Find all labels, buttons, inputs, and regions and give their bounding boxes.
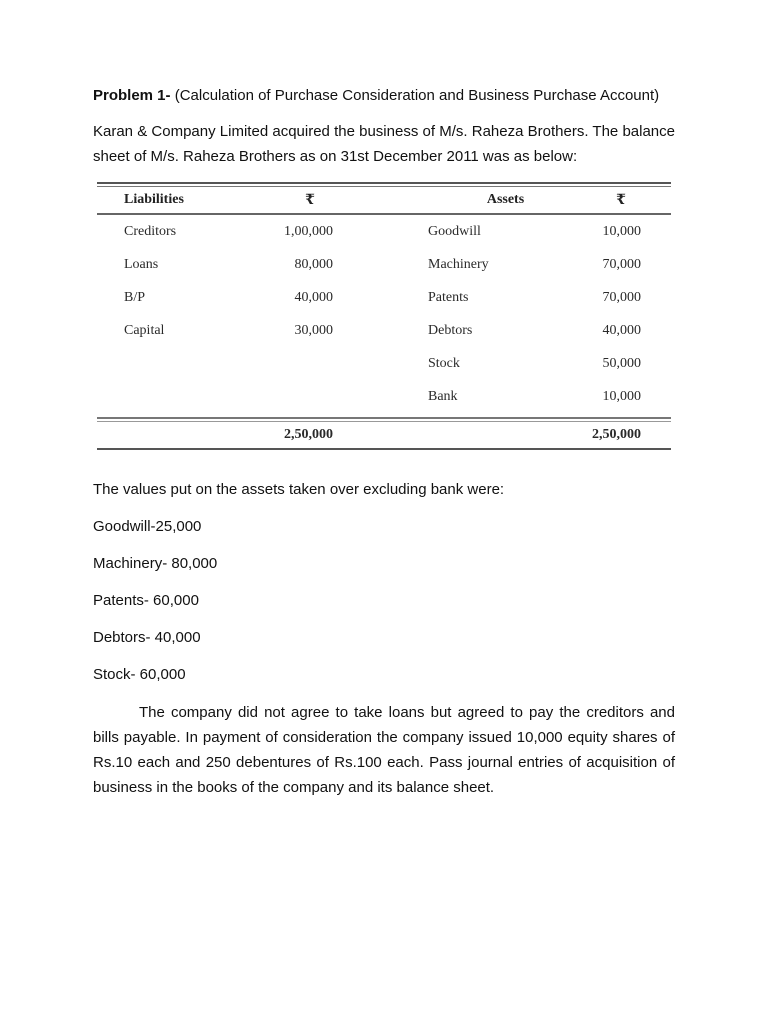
table-row bbox=[97, 347, 671, 380]
asset-amount: 40,000 bbox=[602, 322, 641, 338]
balance-sheet-table bbox=[97, 182, 671, 450]
header-assets: Assets bbox=[486, 192, 525, 207]
closing-paragraph: The company did not agree to take loans but agreed to pay the creditors and bills payable. In payment of consideration the company issued 10,000 equity shares of Rs.10 each and 250 debentures of Rs.100 each. Pass journal entries of acquisition of business in the books of the company and its balance sheet. bbox=[93, 704, 675, 796]
asset-value-line: Goodwill-25,000 bbox=[93, 518, 202, 535]
intro-paragraph: Karan & Company Limited acquired the business of M/s. Raheza Brothers. The balance sheet of M/s. Raheza Brothers as on 31st December 2011 was as below: bbox=[93, 123, 675, 165]
asset-value-line: Patents- 60,000 bbox=[93, 592, 199, 609]
asset-name: Debtors bbox=[428, 322, 473, 338]
values-list bbox=[93, 514, 675, 687]
document-content bbox=[93, 83, 675, 800]
table-row bbox=[97, 281, 671, 314]
liability-amount: 30,000 bbox=[294, 322, 333, 338]
table-body bbox=[97, 215, 671, 413]
asset-amount: 70,000 bbox=[602, 289, 641, 305]
table-header-row bbox=[97, 187, 671, 213]
table-row bbox=[97, 215, 671, 248]
asset-amount: 10,000 bbox=[602, 388, 641, 404]
liability-name: B/P bbox=[124, 289, 146, 305]
problem-title: (Calculation of Purchase Consideration and Business Purchase Account) bbox=[174, 87, 660, 104]
liability-amount: 40,000 bbox=[294, 289, 333, 305]
asset-name: Bank bbox=[428, 388, 458, 404]
liability-name: Creditors bbox=[124, 223, 177, 239]
asset-value-line: Debtors- 40,000 bbox=[93, 629, 201, 646]
asset-amount: 50,000 bbox=[602, 355, 641, 371]
total-bottom-rule bbox=[97, 448, 671, 450]
total-liabilities: 2,50,000 bbox=[284, 427, 333, 442]
asset-amount: 70,000 bbox=[602, 256, 641, 272]
values-intro: The values put on the assets taken over excluding bank were: bbox=[93, 481, 505, 498]
total-assets: 2,50,000 bbox=[592, 427, 641, 442]
asset-name: Machinery bbox=[428, 256, 489, 272]
header-liabilities-currency: ₹ bbox=[305, 192, 315, 208]
asset-value-line: Machinery- 80,000 bbox=[93, 555, 218, 572]
asset-amount: 10,000 bbox=[602, 223, 641, 239]
table-row bbox=[97, 380, 671, 413]
valuation-section bbox=[93, 477, 675, 800]
asset-name: Patents bbox=[428, 289, 469, 305]
asset-name: Stock bbox=[428, 355, 460, 371]
liability-name: Loans bbox=[124, 256, 159, 272]
table-row bbox=[97, 314, 671, 347]
table-row bbox=[97, 248, 671, 281]
table-total-row bbox=[97, 422, 671, 448]
problem-heading bbox=[93, 83, 675, 108]
liability-amount: 80,000 bbox=[294, 256, 333, 272]
liability-name: Capital bbox=[124, 322, 165, 338]
asset-name: Goodwill bbox=[428, 223, 481, 239]
header-liabilities: Liabilities bbox=[124, 192, 184, 207]
asset-value-line: Stock- 60,000 bbox=[93, 666, 186, 683]
liability-amount: 1,00,000 bbox=[284, 223, 333, 239]
header-assets-currency: ₹ bbox=[616, 192, 626, 208]
problem-label: Problem 1- bbox=[93, 87, 171, 104]
